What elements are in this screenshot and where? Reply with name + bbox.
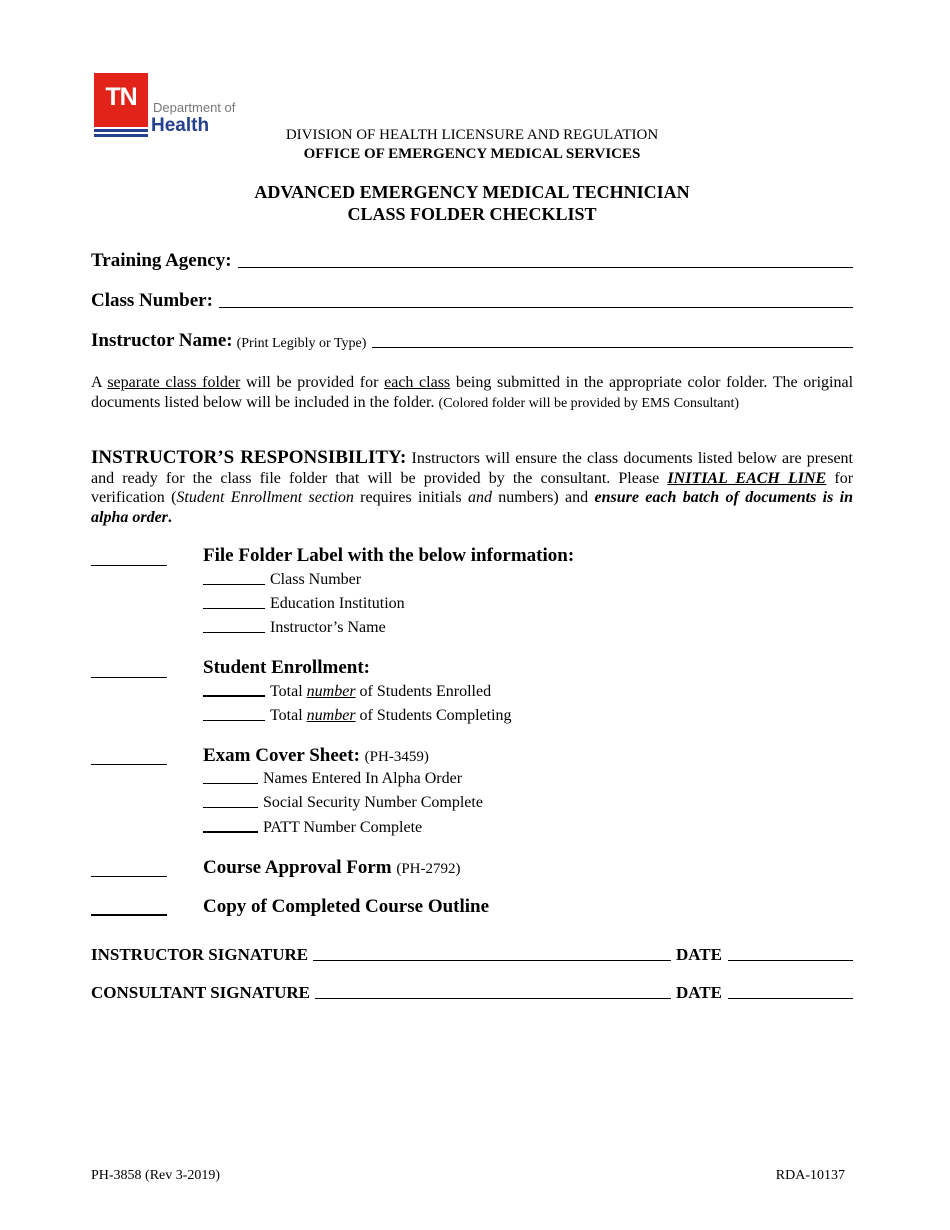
training-agency-label: Training Agency: bbox=[91, 250, 232, 271]
course-approval-title: Course Approval Form (PH-2792) bbox=[203, 857, 461, 878]
initial-line[interactable] bbox=[203, 807, 258, 808]
instructor-date-label: DATE bbox=[676, 945, 722, 964]
training-agency-field[interactable] bbox=[91, 250, 853, 272]
office-heading: OFFICE OF EMERGENCY MEDICAL SERVICES bbox=[303, 146, 641, 162]
instructor-date-line[interactable] bbox=[728, 960, 853, 961]
instructor-name-label: Instructor Name: bbox=[91, 330, 233, 351]
exam-item-patt: PATT Number Complete bbox=[203, 819, 422, 837]
instructor-name-line[interactable] bbox=[372, 347, 853, 348]
enrollment-item-completing: Total number of Students Completing bbox=[203, 707, 512, 725]
course-approval-initial-line[interactable] bbox=[91, 876, 167, 877]
exam-title: Exam Cover Sheet: (PH-3459) bbox=[203, 745, 429, 766]
training-agency-line[interactable] bbox=[238, 267, 853, 268]
exam-item-ssn: Social Security Number Complete bbox=[203, 794, 483, 812]
logo-dept-line1: Department of bbox=[153, 100, 236, 115]
file-label-item-education-institution: Education Institution bbox=[203, 595, 405, 613]
consultant-date-line[interactable] bbox=[728, 998, 853, 999]
initial-line[interactable] bbox=[203, 695, 265, 697]
instructor-signature-line[interactable] bbox=[313, 960, 671, 961]
initial-line[interactable] bbox=[203, 584, 265, 585]
enrollment-initial-line[interactable] bbox=[91, 677, 167, 678]
intro-paragraph: A separate class folder will be provided for each class being submitted in the appropriate color folder. The original documents listed below will be included in the folder. (Colored folder will be provided by EMS Consultant) bbox=[91, 374, 854, 411]
file-label-item-instructor-name: Instructor’s Name bbox=[203, 619, 386, 637]
form-title-line2: CLASS FOLDER CHECKLIST bbox=[347, 204, 597, 224]
consultant-date-label: DATE bbox=[676, 983, 722, 1002]
class-number-label: Class Number: bbox=[91, 290, 213, 311]
enrollment-item-enrolled: Total number of Students Enrolled bbox=[203, 683, 491, 701]
course-outline-initial-line[interactable] bbox=[91, 914, 167, 916]
class-number-line[interactable] bbox=[219, 307, 853, 308]
responsibility-heading: INSTRUCTOR’S RESPONSIBILITY: bbox=[91, 447, 407, 468]
instructor-name-hint: (Print Legibly or Type) bbox=[236, 336, 367, 351]
division-heading: DIVISION OF HEALTH LICENSURE AND REGULATION bbox=[285, 127, 659, 143]
form-title-line1: ADVANCED EMERGENCY MEDICAL TECHNICIAN bbox=[254, 182, 690, 202]
enrollment-title: Student Enrollment: bbox=[203, 657, 370, 678]
logo-dept-line2: Health bbox=[151, 115, 210, 136]
exam-item-alpha-order: Names Entered In Alpha Order bbox=[203, 770, 462, 788]
exam-initial-line[interactable] bbox=[91, 764, 167, 765]
consultant-signature-row bbox=[91, 983, 853, 1003]
initial-line[interactable] bbox=[203, 831, 258, 833]
tn-logo-box bbox=[94, 73, 148, 127]
instructor-signature-row bbox=[91, 945, 853, 965]
consultant-signature-label: CONSULTANT SIGNATURE bbox=[91, 983, 311, 1002]
initial-line[interactable] bbox=[203, 608, 265, 609]
file-label-initial-line[interactable] bbox=[91, 565, 167, 566]
initial-line[interactable] bbox=[203, 783, 258, 784]
tn-logo-abbr: TN bbox=[105, 83, 137, 111]
rda-number: RDA-10137 bbox=[775, 1168, 845, 1183]
instructor-name-field[interactable] bbox=[91, 330, 853, 352]
file-label-title: File Folder Label with the below information: bbox=[203, 545, 575, 566]
file-label-item-class-number: Class Number bbox=[203, 571, 361, 589]
initial-line[interactable] bbox=[203, 632, 265, 633]
initial-line[interactable] bbox=[203, 720, 265, 721]
consultant-signature-line[interactable] bbox=[315, 998, 671, 999]
class-number-field[interactable] bbox=[91, 290, 853, 312]
form-id: PH-3858 (Rev 3-2019) bbox=[91, 1168, 221, 1183]
instructor-signature-label: INSTRUCTOR SIGNATURE bbox=[91, 945, 309, 964]
course-outline-title: Copy of Completed Course Outline bbox=[203, 896, 490, 917]
responsibility-paragraph: INSTRUCTOR’S RESPONSIBILITY: Instructors will ensure the class documents listed below are present and ready for the class file folder that will be provided by the consultant. Please INITIAL EACH LINE for verification (Student Enrollment section requires initials and numbers) and ensure each batch of documents is in alpha order. bbox=[91, 447, 854, 526]
